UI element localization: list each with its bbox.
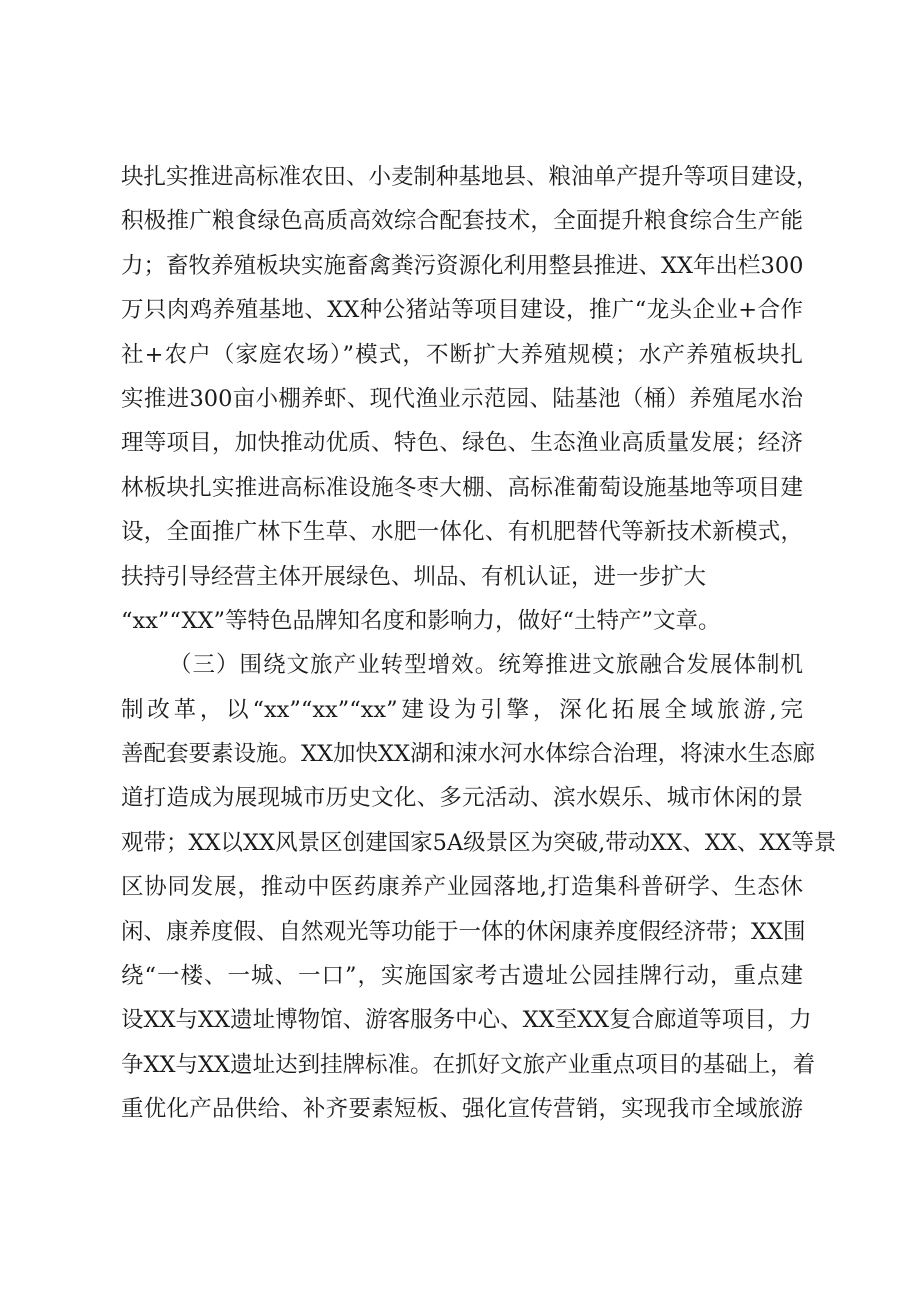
text-line: 道打造成为展现城市历史文化、多元活动、滨水娱乐、城市休闲的景 [121, 785, 803, 812]
text-line: 理等项目，加快推动优质、特色、绿色、生态渔业高质量发展；经济 [121, 430, 803, 457]
text-line: 万只肉鸡养殖基地、XX种公猪站等项目建设，推广“龙头企业+合作 [121, 297, 803, 324]
text-line: 力；畜牧养殖板块实施畜禽粪污资源化利用整县推进、XX年出栏300 [121, 252, 804, 279]
text-line: 制改革，以“xx”“xx”“xx”建设为引擎，深化拓展全域旅游,完 [121, 696, 803, 723]
text-line: 闲、康养度假、自然观光等功能于一体的休闲康养度假经济带；XX围 [121, 918, 806, 945]
text-line: 绕“一楼、一城、一口”，实施国家考古遗址公园挂牌行动，重点建 [121, 963, 803, 990]
text-line: 林板块扎实推进高标准设施冬枣大棚、高标准葡萄设施基地等项目建 [121, 474, 803, 501]
paragraph [121, 643, 837, 1131]
text-line: 区协同发展，推动中医药康养产业园落地,打造集科普研学、生态休 [121, 874, 803, 901]
text-line: 积极推广粮食绿色高质高效综合配套技术，全面提升粮食综合生产能 [121, 208, 803, 235]
text-line: 扶持引导经营主体开展绿色、圳品、有机认证，进一步扩大 [121, 563, 707, 590]
document-body [121, 155, 837, 1132]
text-line: 实推进300亩小棚养虾、现代渔业示范园、陆基池（桶）养殖尾水治 [121, 385, 803, 412]
text-line: 设XX与XX遗址博物馆、游客服务中心、XX至XX复合廊道等项目，力 [121, 1007, 812, 1034]
text-line: 观带；XX以XX风景区创建国家5A级景区为突破,带动XX、XX、XX等景 [121, 829, 837, 856]
text-line: 重优化产品供给、补齐要素短板、强化宣传营销，实现我市全域旅游 [121, 1096, 803, 1123]
text-line: “xx”“XX”等特色品牌知名度和影响力，做好“土特产”文章。 [121, 607, 721, 634]
text-line: 块扎实推进高标准农田、小麦制种基地县、粮油单产提升等项目建设， [121, 164, 819, 190]
text-line: 社+农户（家庭农场）”模式，不断扩大养殖规模；水产养殖板块扎 [121, 341, 803, 368]
text-line: （三）围绕文旅产业转型增效。统筹推进文旅融合发展体制机 [169, 652, 803, 679]
text-line: 争XX与XX遗址达到挂牌标准。在抓好文旅产业重点项目的基础上，着 [121, 1051, 816, 1078]
paragraph [121, 155, 819, 643]
text-line: 善配套要素设施。XX加快XX湖和涑水河水体综合治理，将涑水生态廊 [121, 741, 816, 768]
text-line: 设，全面推广林下生草、水肥一体化、有机肥替代等新技术新模式， [121, 519, 803, 546]
